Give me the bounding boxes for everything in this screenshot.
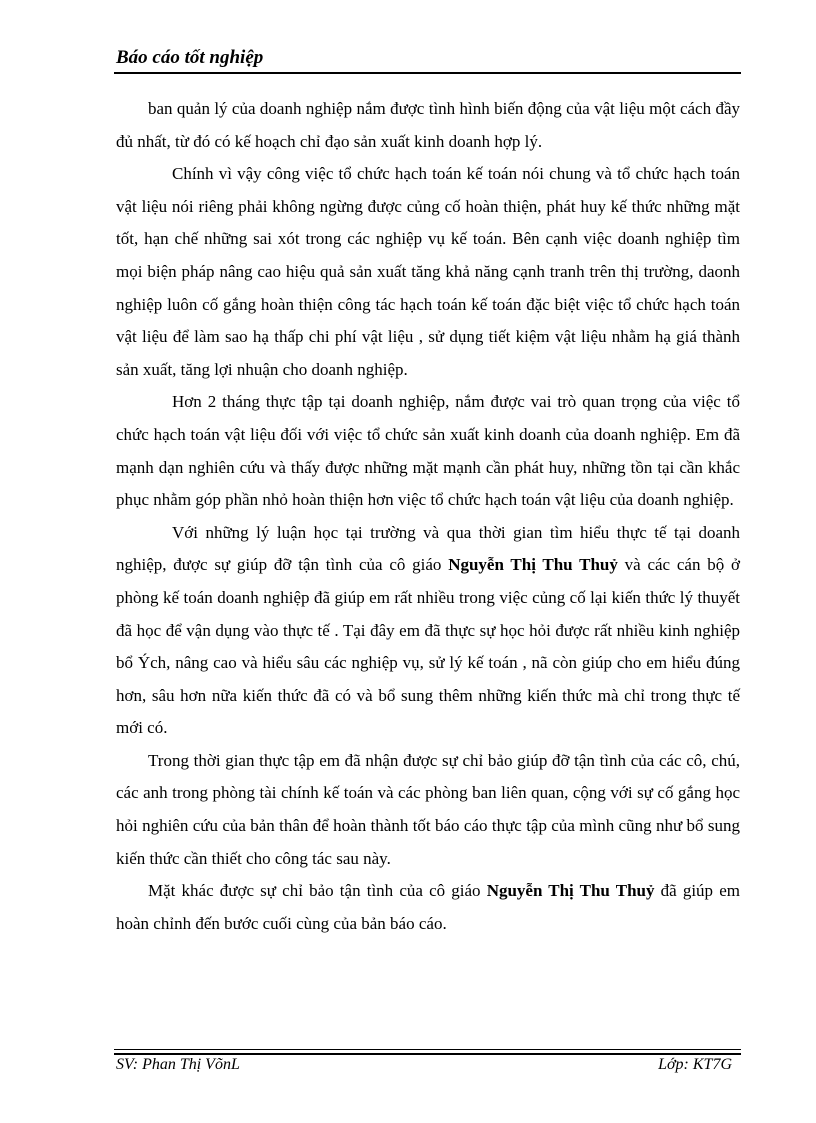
teacher-name-2: Nguyễn Thị Thu Thuỷ [486, 881, 655, 901]
footer-rule-thick [114, 1053, 741, 1055]
footer-class: Lớp: KT7G [658, 1056, 732, 1073]
paragraph-4 [116, 517, 740, 745]
paragraph-3: Hơn 2 tháng thực tập tại doanh nghiệp, nắm được vai trò quan trọng của việc tổ chức hạch toán vật liệu đối với việc tổ chức sản xuất kinh doanh của doanh nghiệp. Em đã mạnh dạn nghiên cứu và thấy được những mặt mạnh cần phát huy, những tồn tại cần khắc phục nhằm góp phần nhỏ hoàn thiện hơn việc tổ chức hạch toán vật liệu của doanh nghiệp. [116, 392, 740, 510]
header-rule [114, 72, 741, 74]
paragraph-5: Trong thời gian thực tập em đã nhận được sự chỉ bảo giúp đỡ tận tình của các cô, chú, các anh trong phòng tài chính kế toán và các phòng ban liên quan, cộng với sự cố gắng học hỏi nghiên cứu của bản thân để hoàn thành tốt báo cáo thực tập của mình cũng như bổ sung kiến thức cần thiết cho công tác sau này. [116, 750, 740, 868]
paragraph-4-text-b: và các cán bộ ở phòng kế toán doanh nghiệp đã giúp em rất nhiều trong việc củng cố lại kiến thức lý thuyết đã học để vận dụng vào thực tế . Tại đây em đã thực sự học hỏi được rất nhiều kinh nghiệp bổ Ých, nâng cao và hiểu sâu các nghiệp vụ, sử lý kế toán , nã còn giúp cho em hiểu đúng hơn, sâu hơn nữa kiến thức đã có và bổ sung thêm những kiến thức mà chỉ trong thực tế mới có. [116, 555, 741, 738]
teacher-name: Nguyễn Thị Thu Thuỷ [448, 555, 618, 575]
paragraph-6-text-a: Mặt khác được sự chỉ bảo tận tình của cô giáo [148, 881, 487, 901]
paragraph-2: Chính vì vậy công việc tổ chức hạch toán kế toán nói chung và tổ chức hạch toán vật liệu nói riêng phải không ngừng được củng cố hoàn thiện, phát huy kế thức những mặt tốt, hạn chế những sai xót trong các nghiệp vụ kế toán. Bên cạnh việc doanh nghiệp tìm mọi biện pháp nâng cao hiệu quả sản xuất tăng khả năng cạnh tranh trên thị trường, daonh nghiệp luôn cố gắng hoàn thiện công tác hạch toán kế toán đặc biệt việc tổ chức hạch toán vật liệu để làm sao hạ thấp chi phí vật liệu , sử dụng tiết kiệm vật liệu nhằm hạ giá thành sản xuất, tăng lợi nhuận cho doanh nghiệp. [116, 164, 740, 379]
paragraph-6 [116, 875, 740, 940]
paragraph-1: ban quản lý của doanh nghiệp nắm được tình hình biến động của vật liệu một cách đầy đủ nhất, từ đó có kế hoạch chỉ đạo sản xuất kinh doanh hợp lý. [116, 99, 740, 151]
footer-student: SV: Phan Thị VõnL [116, 1056, 240, 1073]
footer-rule-thin [114, 1049, 741, 1050]
paragraph-4-text-a: Với những lý luận học tại trường và qua thời gian tìm hiểu thực tế tại doanh nghiệp, được sự giúp đỡ tận tình của cô giáo [116, 522, 740, 575]
paragraph-6-text-b: đã giúp em hoàn chỉnh đến bước cuối cùng của bản báo cáo. [116, 881, 740, 933]
header-title: Báo cáo tốt nghiệp [116, 47, 264, 68]
document-body [116, 93, 740, 940]
